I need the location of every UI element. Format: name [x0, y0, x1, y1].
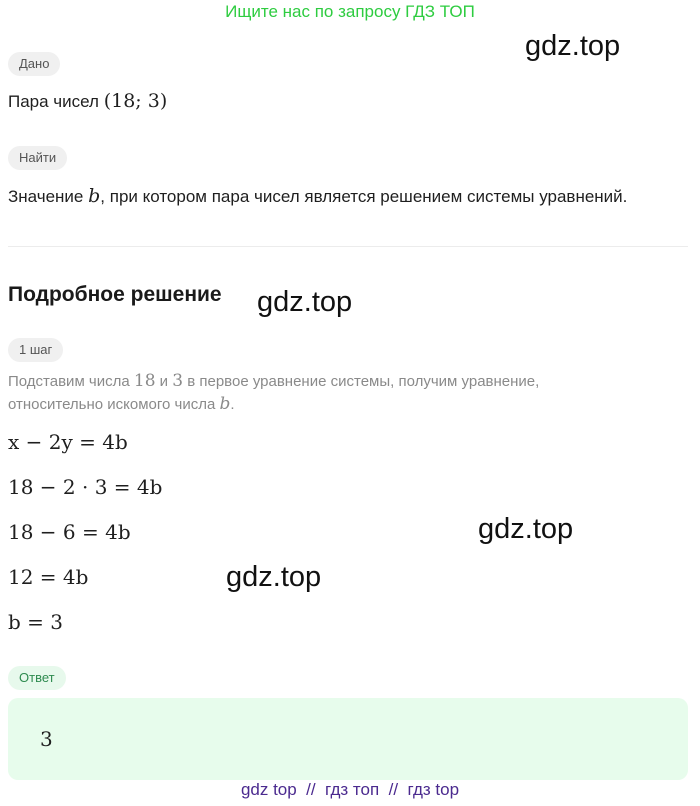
step-tag: 1 шаг: [8, 338, 63, 362]
step-description: [8, 370, 539, 416]
answer-value: 3: [40, 727, 53, 751]
solution-heading: Подробное решение: [8, 283, 222, 306]
step-text: .: [230, 396, 235, 413]
equation-5: b = 3: [8, 610, 63, 634]
find-tag: Найти: [8, 146, 67, 170]
equation-2: 18 − 2 · 3 = 4b: [8, 475, 163, 499]
equation-4: 12 = 4b: [8, 565, 89, 589]
equation-1: x − 2y = 4b: [8, 430, 128, 454]
find-var: b: [88, 185, 101, 207]
find-text-after: , при котором пара чисел является решением системы уравнений.: [100, 187, 628, 206]
divider: [8, 246, 688, 247]
given-text: [8, 90, 167, 112]
step-number: 18: [133, 371, 156, 391]
footer-links: gdz top // гдз топ // гдз top: [240, 780, 460, 799]
watermark: gdz.top: [257, 286, 353, 318]
find-text: [8, 185, 627, 207]
step-text: относительно искомого числа: [8, 396, 220, 413]
step-number: 3: [172, 371, 184, 391]
given-pair: (18; 3): [103, 90, 168, 112]
equation-3: 18 − 6 = 4b: [8, 520, 131, 544]
watermark: gdz.top: [226, 561, 322, 593]
given-tag: Дано: [8, 52, 60, 76]
answer-tag: Ответ: [8, 666, 66, 690]
step-text: в первое уравнение системы, получим уравнение,: [183, 373, 540, 390]
step-text: Подставим числа: [8, 373, 134, 390]
find-text-before: Значение: [8, 187, 89, 206]
given-label: Пара чисел: [8, 92, 104, 111]
step-var: b: [219, 394, 231, 414]
watermark: gdz.top: [525, 30, 621, 62]
top-banner: Ищите нас по запросу ГДЗ ТОП: [225, 2, 475, 21]
step-text: и: [155, 373, 173, 390]
watermark: gdz.top: [478, 513, 574, 545]
answer-box: [8, 698, 688, 780]
